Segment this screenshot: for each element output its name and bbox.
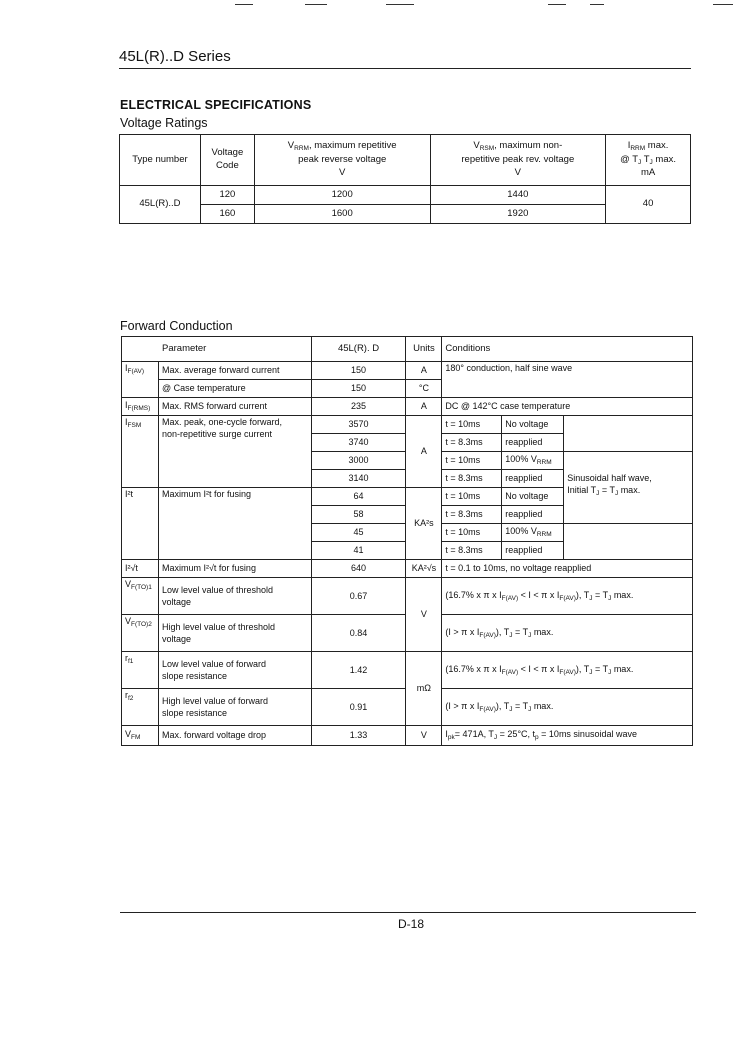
scan-mark: [305, 4, 327, 5]
value-cell: 235: [311, 398, 406, 416]
symbol-cell: $V_{F(TO)2}$: [122, 615, 159, 652]
condition-cell: $I_{pk}= 471A$, $T_J = 25^\circ C$, $t_p = 10ms$ sinusoidal wave: [442, 726, 693, 746]
col-irrm: $I_{RRM}$ max. @ $T_J$ $T_J$ max. mA: [606, 135, 691, 186]
condition-cell: 100% $V_{RRM}$: [502, 524, 564, 542]
voltage-ratings-title: Voltage Ratings: [120, 116, 208, 130]
parameter-cell: Maximum I²t for fusing: [158, 488, 311, 560]
time-cell: t = 8.3ms: [442, 506, 502, 524]
time-cell: t = 8.3ms: [442, 434, 502, 452]
parameter-cell: High level value of forward slope resistance: [158, 689, 311, 726]
table-row: [122, 560, 693, 578]
value-cell: 640: [311, 560, 406, 578]
unit-cell: KA²√s: [406, 560, 442, 578]
condition-cell: reapplied: [502, 542, 564, 560]
symbol-cell: $I_{F(AV)}$: [122, 362, 159, 398]
value-cell: 64: [311, 488, 406, 506]
parameter-cell: Low level value of forward slope resistance: [158, 652, 311, 689]
unit-cell: A: [406, 416, 442, 488]
condition-cell: DC @ 142°C case temperature: [442, 398, 693, 416]
forward-conduction-title: Forward Conduction: [120, 319, 233, 333]
condition-cell: No voltage: [502, 416, 564, 434]
col-vrrm: $V_{RRM}$, maximum repetitive peak reverse voltage V: [254, 135, 430, 186]
parameter-cell: High level value of threshold voltage: [158, 615, 311, 652]
time-cell: t = 10ms: [442, 488, 502, 506]
table-header-row: [122, 337, 693, 362]
footer-rule: [190, 912, 696, 913]
value-cell: 1.33: [311, 726, 406, 746]
vrrm-cell: 1600: [254, 205, 430, 224]
scan-mark: [386, 4, 414, 5]
code-cell: 120: [200, 186, 254, 205]
footer-rule: [120, 912, 190, 913]
parameter-cell: Max. RMS forward current: [158, 398, 311, 416]
unit-cell: KA²s: [406, 488, 442, 560]
unit-cell: A: [406, 362, 442, 380]
scan-mark: [590, 4, 604, 5]
value-cell: 0.84: [311, 615, 406, 652]
scan-mark: [713, 4, 733, 5]
header-rule: [119, 68, 691, 69]
forward-conduction-table: [121, 336, 693, 746]
condition-cell: reapplied: [502, 434, 564, 452]
condition-cell: reapplied: [502, 506, 564, 524]
col-voltage-code: Voltage Code: [200, 135, 254, 186]
condition-cell: (I > π x $I_{F(AV)}$), $T_J = T_J$ max.: [442, 689, 693, 726]
table-row: [122, 652, 693, 689]
value-cell: 3740: [311, 434, 406, 452]
symbol-cell: $I_{FSM}$: [122, 416, 159, 488]
type-number-cell: 45L(R)..D: [120, 186, 201, 224]
table-row: [122, 578, 693, 615]
parameter-cell: Maximum I²√t for fusing: [158, 560, 311, 578]
vrsm-cell: 1920: [430, 205, 606, 224]
condition-cell: (16.7% x π x $I_{F(AV)} < I < \pi$ x $I_{F(AV)}$), $T_J = T_J$ max.: [442, 578, 693, 615]
col-conditions: Conditions: [442, 337, 693, 362]
symbol-cell: I²√t: [122, 560, 159, 578]
condition-cell: [564, 416, 693, 452]
value-cell: 0.67: [311, 578, 406, 615]
symbol-cell: $V_{FM}$: [122, 726, 159, 746]
value-cell: 3140: [311, 470, 406, 488]
col-units: Units: [406, 337, 442, 362]
parameter-cell: Max. forward voltage drop: [158, 726, 311, 746]
col-vrsm: $V_{RSM}$, maximum non- repetitive peak rev. voltage V: [430, 135, 606, 186]
col-parameter: Parameter: [122, 337, 312, 362]
condition-cell: t = 0.1 to 10ms, no voltage reapplied: [442, 560, 693, 578]
table-row: [122, 398, 693, 416]
scan-mark: [548, 4, 566, 5]
unit-cell: °C: [406, 380, 442, 398]
scan-mark: [235, 4, 253, 5]
condition-cell: No voltage: [502, 488, 564, 506]
table-row: [120, 186, 691, 205]
symbol-cell: I²t: [122, 488, 159, 560]
col-value: 45L(R). D: [311, 337, 406, 362]
irrm-cell: 40: [606, 186, 691, 224]
table-row: [122, 726, 693, 746]
parameter-cell: Max. average forward current: [158, 362, 311, 380]
value-cell: 150: [311, 380, 406, 398]
value-cell: 150: [311, 362, 406, 380]
condition-cell: 180° conduction, half sine wave: [442, 362, 693, 398]
table-row: [122, 362, 693, 380]
value-cell: 1.42: [311, 652, 406, 689]
condition-cell: (16.7% x π x $I_{F(AV)} < I < \pi$ x $I_{F(AV)}$), $T_J = T_J$ max.: [442, 652, 693, 689]
page-number: D-18: [398, 917, 425, 931]
table-row: [122, 416, 693, 434]
value-cell: 0.91: [311, 689, 406, 726]
time-cell: t = 10ms: [442, 416, 502, 434]
time-cell: t = 8.3ms: [442, 470, 502, 488]
vrsm-cell: 1440: [430, 186, 606, 205]
symbol-cell: $r_{f1}$: [122, 652, 159, 689]
parameter-cell: Max. peak, one-cycle forward, non-repetitive surge current: [158, 416, 311, 488]
time-cell: t = 10ms: [442, 452, 502, 470]
unit-cell: V: [406, 726, 442, 746]
time-cell: t = 10ms: [442, 524, 502, 542]
symbol-cell: $V_{F(TO)1}$: [122, 578, 159, 615]
table-header-row: [120, 135, 691, 186]
condition-cell: reapplied: [502, 470, 564, 488]
unit-cell: mΩ: [406, 652, 442, 726]
time-cell: t = 8.3ms: [442, 542, 502, 560]
value-cell: 41: [311, 542, 406, 560]
value-cell: 3570: [311, 416, 406, 434]
vrrm-cell: 1200: [254, 186, 430, 205]
voltage-ratings-table: [119, 134, 691, 224]
value-cell: 58: [311, 506, 406, 524]
section-title: ELECTRICAL SPECIFICATIONS: [120, 98, 312, 112]
condition-cell: 100% $V_{RRM}$: [502, 452, 564, 470]
col-type-number: Type number: [120, 135, 201, 186]
condition-cell: (I > π x $I_{F(AV)}$), $T_J = T_J$ max.: [442, 615, 693, 652]
value-cell: 45: [311, 524, 406, 542]
code-cell: 160: [200, 205, 254, 224]
condition-side-cell: Sinusoidal half wave, Initial $T_J = T_J$ max.: [564, 452, 693, 524]
symbol-cell: $I_{F(RMS)}$: [122, 398, 159, 416]
value-cell: 3000: [311, 452, 406, 470]
condition-cell: [564, 524, 693, 560]
parameter-cell: Low level value of threshold voltage: [158, 578, 311, 615]
unit-cell: V: [406, 578, 442, 652]
series-title: 45L(R)..D Series: [119, 48, 231, 65]
table-row: [120, 205, 691, 224]
symbol-cell: $r_{f2}$: [122, 689, 159, 726]
parameter-cell: @ Case temperature: [158, 380, 311, 398]
unit-cell: A: [406, 398, 442, 416]
